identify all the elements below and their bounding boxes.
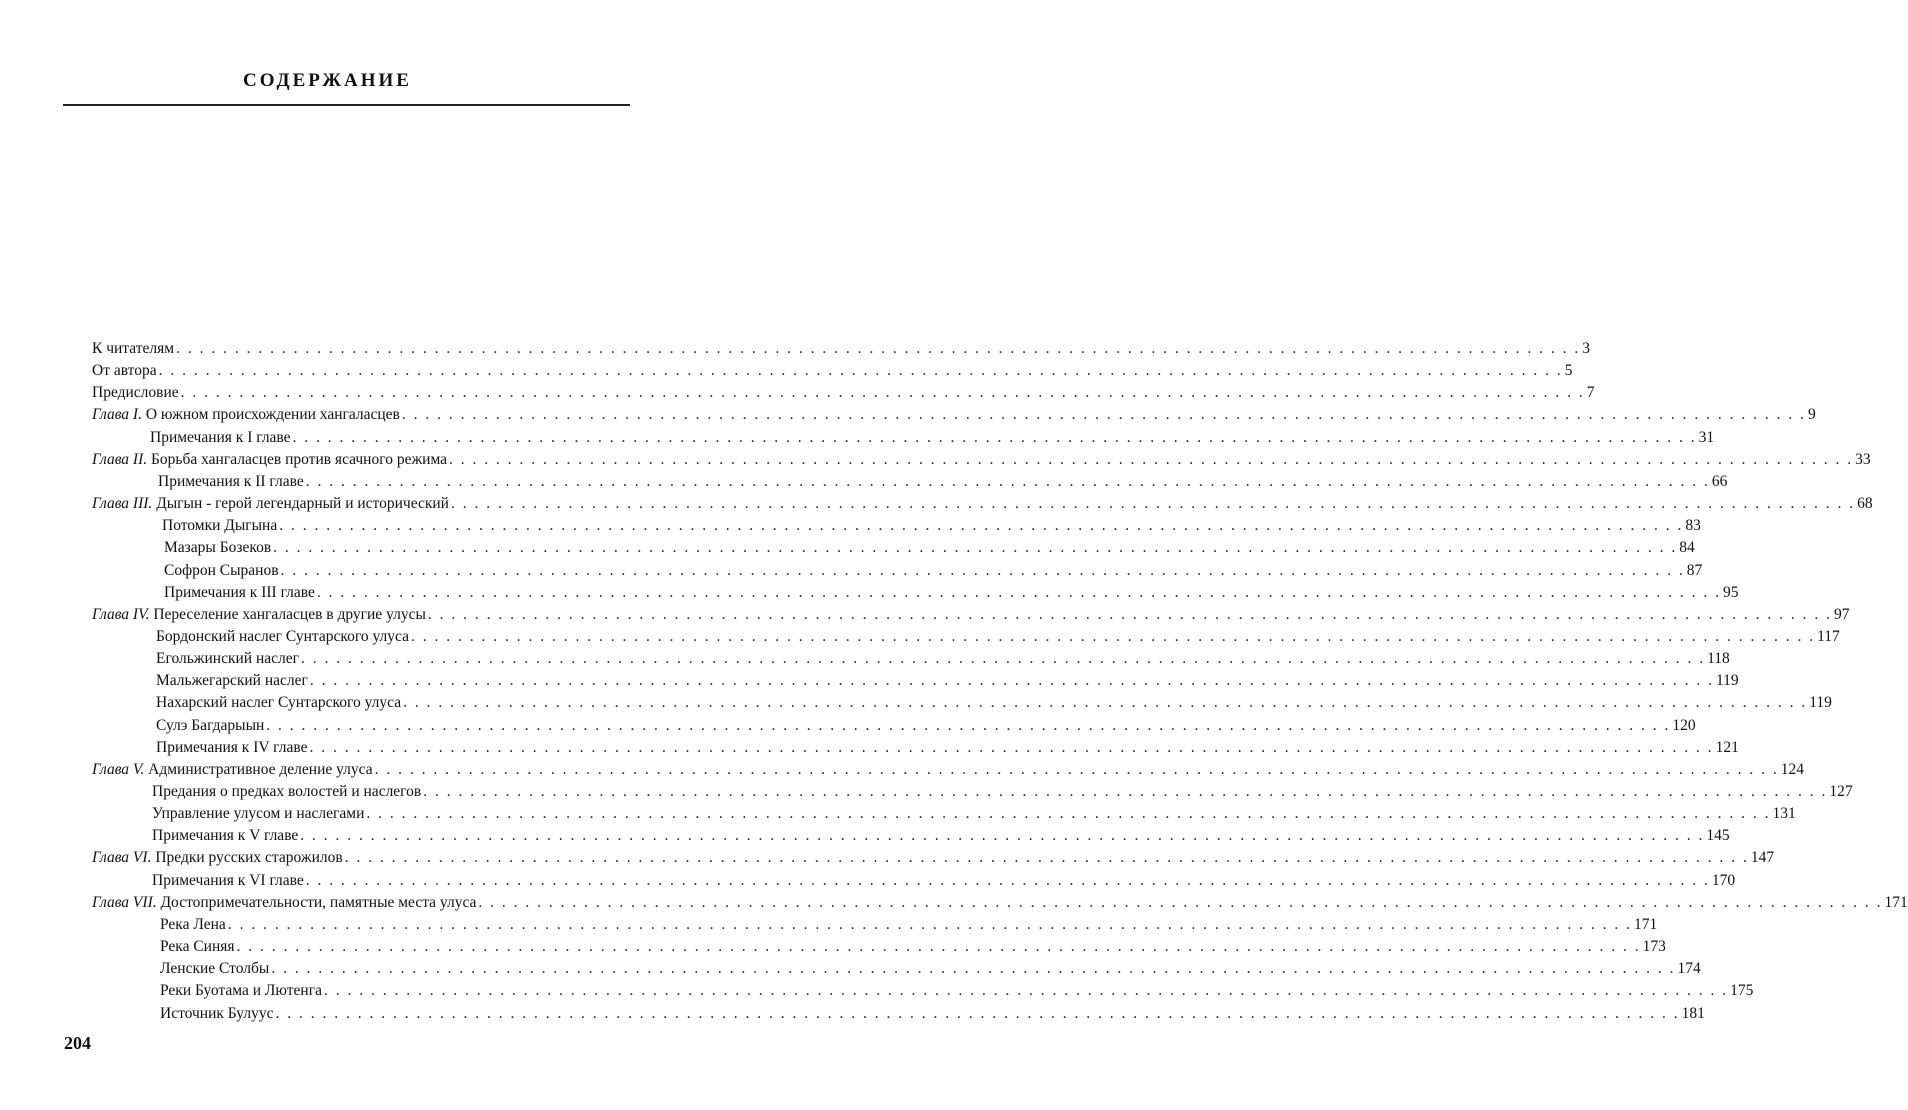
toc-entry-label — [164, 582, 315, 604]
dot-leader: . . . . . . . . . . . . . . . . . . . . . . . . . . . . . . . . . . . . . . . . . . . . . . . . . . . . . . . . . . . . . . . . . . . . . . . . . . . . . . . . . . . . . . . . . . . . . . . . . . . . . . . . . . . . . . . . . . . . . . . . — [427, 605, 1833, 623]
dot-leader: . . . . . . . . . . . . . . . . . . . . . . . . . . . . . . . . . . . . . . . . . . . . . . . . . . . . . . . . . . . . . . . . . . . . . . . . . . . . . . . . . . . . . . . . . . . . . . . . . . . . . . . . . . . . . . . . . . . . . . . . — [180, 384, 1585, 402]
toc-entry-label — [160, 1003, 273, 1025]
toc-entry-text: Потомки Дыгына — [162, 517, 278, 535]
dot-leader: . . . . . . . . . . . . . . . . . . . . . . . . . . . . . . . . . . . . . . . . . . . . . . . . . . . . . . . . . . . . . . . . . . . . . . . . . . . . . . . . . . . . . . . . . . . . . . . . . . . . . . . . . . . . . . . . . . . . . . . . — [403, 694, 1808, 712]
toc-entry-label — [92, 493, 449, 515]
dot-leader: . . . . . . . . . . . . . . . . . . . . . . . . . . . . . . . . . . . . . . . . . . . . . . . . . . . . . . . . . . . . . . . . . . . . . . . . . . . . . . . . . . . . . . . . . . . . . . . . . . . . . . . . . . . . . . . . . . . . . . . . — [176, 340, 1581, 357]
toc-entry-text: Административное деление улуса — [144, 760, 373, 778]
toc-entry — [150, 427, 1715, 449]
toc-entry — [156, 692, 1832, 714]
toc-page-number: 9 — [1808, 406, 1816, 424]
toc-page-number: 33 — [1855, 450, 1871, 468]
toc-page-number: 119 — [1809, 694, 1832, 712]
toc-entry-text: Переселение хангаласцев в другие улусы — [149, 605, 426, 623]
toc-entry-label — [162, 515, 277, 537]
toc-entry-text: Мальжегарский наслег — [156, 672, 308, 690]
toc-page-number: 7 — [1586, 384, 1595, 402]
toc-entry — [152, 781, 1853, 803]
toc-entry-label — [156, 648, 299, 670]
toc-entry-label — [160, 936, 235, 958]
dot-leader: . . . . . . . . . . . . . . . . . . . . . . . . . . . . . . . . . . . . . . . . . . . . . . . . . . . . . . . . . . . . . . . . . . . . . . . . . . . . . . . . . . . . . . . . . . . . . . . . . . . . . . . . . . . . . . . . . . . . . . . . — [344, 849, 1749, 867]
toc-page-number: 31 — [1698, 428, 1715, 446]
dot-leader: . . . . . . . . . . . . . . . . . . . . . . . . . . . . . . . . . . . . . . . . . . . . . . . . . . . . . . . . . . . . . . . . . . . . . . . . . . . . . . . . . . . . . . . . . . . . . . . . . . . . . . . . . . . . . . . . . . . . . . . . — [227, 915, 1632, 933]
toc-entry-text: Дыгын - герой легендарный и исторический — [152, 495, 449, 513]
toc-entry — [164, 582, 1739, 604]
dot-leader: . . . . . . . . . . . . . . . . . . . . . . . . . . . . . . . . . . . . . . . . . . . . . . . . . . . . . . . . . . . . . . . . . . . . . . . . . . . . . . . . . . . . . . . . . . . . . . . . . . . . . . . . . . . . . . . . . . . . . . . . — [316, 583, 1721, 601]
toc-entry-label — [150, 427, 291, 449]
toc-page-number: 68 — [1857, 495, 1873, 513]
toc-entry-label — [92, 382, 179, 404]
toc-entry-text: От автора — [92, 362, 157, 380]
toc-page-number: 181 — [1681, 1004, 1705, 1022]
toc-page-number: 87 — [1686, 561, 1703, 579]
toc-entry-text: К читателям — [92, 340, 175, 357]
toc-entry-label — [92, 360, 157, 382]
toc-entry-label — [164, 560, 279, 582]
toc-page-number: 66 — [1711, 472, 1728, 490]
toc-page-number: 118 — [1707, 650, 1730, 668]
toc-entry-text: Сулэ Багдарыын — [156, 716, 265, 734]
toc-entry — [92, 493, 1873, 515]
toc-entry-label — [152, 803, 364, 825]
toc-entry-label — [156, 692, 401, 714]
toc-entry-label — [152, 870, 304, 892]
toc-entry — [162, 515, 1701, 537]
toc-page-number: 173 — [1642, 938, 1666, 956]
toc-entry — [152, 803, 1796, 825]
toc-page-number: 95 — [1723, 583, 1739, 601]
toc-entry — [156, 670, 1739, 692]
dot-leader: . . . . . . . . . . . . . . . . . . . . . . . . . . . . . . . . . . . . . . . . . . . . . . . . . . . . . . . . . . . . . . . . . . . . . . . . . . . . . . . . . . . . . . . . . . . . . . . . . . . . . . . . . . . . . . . . . . . . . . . . — [236, 938, 1641, 956]
toc-page-number: 5 — [1564, 362, 1573, 380]
toc-entry-label — [160, 958, 269, 980]
chapter-prefix: Глава I. — [92, 406, 142, 424]
chapter-prefix: Глава VII. — [92, 893, 157, 911]
toc-page-number: 124 — [1780, 760, 1804, 778]
dot-leader: . . . . . . . . . . . . . . . . . . . . . . . . . . . . . . . . . . . . . . . . . . . . . . . . . . . . . . . . . . . . . . . . . . . . . . . . . . . . . . . . . . . . . . . . . . . . . . . . . . . . . . . . . . . . . . . . . . . . . . . . — [305, 871, 1710, 889]
toc-entry-label — [156, 670, 308, 692]
toc-entry — [156, 715, 1696, 737]
toc-entry — [160, 936, 1666, 958]
toc-entry — [152, 870, 1736, 892]
toc-entry-text: О южном происхождении хангаласцев — [141, 406, 400, 424]
toc-entry-label — [164, 537, 271, 559]
toc-page-number: 171 — [1884, 893, 1908, 911]
toc-entry-text: Примечания к I главе — [150, 428, 291, 446]
toc-entry — [92, 382, 1595, 404]
toc-entry — [152, 825, 1730, 847]
toc-page-number: 131 — [1772, 805, 1796, 823]
toc-entry-label — [92, 604, 426, 626]
dot-leader: . . . . . . . . . . . . . . . . . . . . . . . . . . . . . . . . . . . . . . . . . . . . . . . . . . . . . . . . . . . . . . . . . . . . . . . . . . . . . . . . . . . . . . . . . . . . . . . . . . . . . . . . . . . . . . . . . . . . . . . . — [273, 539, 1678, 557]
dot-leader: . . . . . . . . . . . . . . . . . . . . . . . . . . . . . . . . . . . . . . . . . . . . . . . . . . . . . . . . . . . . . . . . . . . . . . . . . . . . . . . . . . . . . . . . . . . . . . . . . . . . . . . . . . . . . . . . . . . . . . . . — [410, 627, 1816, 645]
dot-leader: . . . . . . . . . . . . . . . . . . . . . . . . . . . . . . . . . . . . . . . . . . . . . . . . . . . . . . . . . . . . . . . . . . . . . . . . . . . . . . . . . . . . . . . . . . . . . . . . . . . . . . . . . . . . . . . . . . . . . . . . — [323, 982, 1729, 1000]
toc-entry-text: Река Синяя — [160, 938, 235, 956]
toc-entry-label — [158, 471, 304, 493]
toc-entry-text: Бордонский наслег Сунтарского улуса — [156, 627, 409, 645]
toc-entry-label — [92, 338, 174, 360]
toc-entry-label — [92, 892, 476, 914]
dot-leader: . . . . . . . . . . . . . . . . . . . . . . . . . . . . . . . . . . . . . . . . . . . . . . . . . . . . . . . . . . . . . . . . . . . . . . . . . . . . . . . . . . . . . . . . . . . . . . . . . . . . . . . . . . . . . . . . . . . . . . . . — [275, 1004, 1680, 1022]
toc-entry-text: Реки Буотама и Лютенга — [160, 982, 322, 1000]
toc-entry-text: Примечания к IV главе — [156, 738, 308, 756]
toc-entry — [164, 560, 1703, 582]
toc-page-number: 84 — [1679, 539, 1695, 557]
toc-entry-text: Егольжинский наслег — [156, 650, 299, 668]
toc-entry-label — [160, 980, 322, 1002]
dot-leader: . . . . . . . . . . . . . . . . . . . . . . . . . . . . . . . . . . . . . . . . . . . . . . . . . . . . . . . . . . . . . . . . . . . . . . . . . . . . . . . . . . . . . . . . . . . . . . . . . . . . . . . . . . . . . . . . . . . . . . . . — [305, 472, 1710, 490]
toc-entry-label — [156, 626, 409, 648]
toc-page-number: 83 — [1685, 517, 1701, 535]
toc-page-number: 175 — [1730, 982, 1754, 1000]
dot-leader: . . . . . . . . . . . . . . . . . . . . . . . . . . . . . . . . . . . . . . . . . . . . . . . . . . . . . . . . . . . . . . . . . . . . . . . . . . . . . . . . . . . . . . . . . . . . . . . . . . . . . . . . . . . . . . . . . . . . . . . . — [309, 672, 1714, 690]
toc-entry — [92, 449, 1871, 471]
toc-entry-text: Примечания к II главе — [158, 472, 304, 490]
toc-page-number: 174 — [1677, 960, 1701, 978]
toc-entry — [92, 338, 1590, 360]
dot-leader: . . . . . . . . . . . . . . . . . . . . . . . . . . . . . . . . . . . . . . . . . . . . . . . . . . . . . . . . . . . . . . . . . . . . . . . . . . . . . . . . . . . . . . . . . . . . . . . . . . . . . . . . . . . . . . . . . . . . . . . . — [266, 716, 1671, 734]
toc-entry-label — [152, 825, 298, 847]
toc-entry-text: Примечания к VI главе — [152, 871, 304, 889]
toc-page-number: 97 — [1834, 605, 1850, 623]
dot-leader: . . . . . . . . . . . . . . . . . . . . . . . . . . . . . . . . . . . . . . . . . . . . . . . . . . . . . . . . . . . . . . . . . . . . . . . . . . . . . . . . . . . . . . . . . . . . . . . . . . . . . . . . . . . . . . . . . . . . . . . . — [301, 650, 1706, 668]
dot-leader: . . . . . . . . . . . . . . . . . . . . . . . . . . . . . . . . . . . . . . . . . . . . . . . . . . . . . . . . . . . . . . . . . . . . . . . . . . . . . . . . . . . . . . . . . . . . . . . . . . . . . . . . . . . . . . . . . . . . . . . . — [478, 893, 1883, 911]
dot-leader: . . . . . . . . . . . . . . . . . . . . . . . . . . . . . . . . . . . . . . . . . . . . . . . . . . . . . . . . . . . . . . . . . . . . . . . . . . . . . . . . . . . . . . . . . . . . . . . . . . . . . . . . . . . . . . . . . . . . . . . . — [423, 783, 1828, 800]
toc-entry-label — [92, 449, 447, 471]
toc-entry-label — [92, 759, 373, 781]
toc-entry-text: Предисловие — [92, 384, 179, 402]
toc-entry — [158, 471, 1728, 493]
toc-entry-text: Софрон Сыранов — [164, 561, 279, 579]
toc-page-number: 120 — [1672, 716, 1696, 734]
chapter-prefix: Глава III. — [92, 495, 153, 513]
toc-entry-label — [92, 847, 343, 869]
chapter-prefix: Глава VI. — [92, 849, 152, 867]
chapter-prefix: Глава V. — [92, 760, 145, 778]
toc-entry-text: Мазары Бозеков — [164, 539, 272, 557]
title-rule — [63, 104, 630, 106]
toc-entry-text: Управление улусом и наслегами — [152, 805, 365, 823]
toc-page-number: 145 — [1706, 827, 1730, 845]
toc-page-number: 147 — [1750, 849, 1775, 867]
toc-entry — [156, 648, 1730, 670]
dot-leader: . . . . . . . . . . . . . . . . . . . . . . . . . . . . . . . . . . . . . . . . . . . . . . . . . . . . . . . . . . . . . . . . . . . . . . . . . . . . . . . . . . . . . . . . . . . . . . . . . . . . . . . . . . . . . . . . . . . . . . . . — [300, 827, 1705, 845]
toc-entry — [160, 914, 1658, 936]
toc-entry — [164, 537, 1695, 559]
toc-entry-text: Примечания к V главе — [152, 827, 299, 845]
page-title: СОДЕРЖАНИЕ — [243, 70, 412, 91]
toc-page-number: 121 — [1715, 738, 1739, 756]
toc-entry-text: Достопримечательности, памятные места улуса — [156, 893, 477, 911]
dot-leader: . . . . . . . . . . . . . . . . . . . . . . . . . . . . . . . . . . . . . . . . . . . . . . . . . . . . . . . . . . . . . . . . . . . . . . . . . . . . . . . . . . . . . . . . . . . . . . . . . . . . . . . . . . . . . . . . . . . . . . . . — [158, 362, 1563, 380]
dot-leader: . . . . . . . . . . . . . . . . . . . . . . . . . . . . . . . . . . . . . . . . . . . . . . . . . . . . . . . . . . . . . . . . . . . . . . . . . . . . . . . . . . . . . . . . . . . . . . . . . . . . . . . . . . . . . . . . . . . . . . . . — [309, 738, 1714, 756]
toc-entry-label — [156, 737, 307, 759]
toc-entry — [160, 980, 1754, 1002]
toc-page-number: 170 — [1711, 871, 1736, 889]
toc-entry — [156, 626, 1840, 648]
dot-leader: . . . . . . . . . . . . . . . . . . . . . . . . . . . . . . . . . . . . . . . . . . . . . . . . . . . . . . . . . . . . . . . . . . . . . . . . . . . . . . . . . . . . . . . . . . . . . . . . . . . . . . . . . . . . . . . . . . . . . . . . — [292, 428, 1697, 446]
toc-page-number: 119 — [1716, 672, 1739, 690]
toc-entry — [92, 360, 1573, 382]
toc-entry — [160, 958, 1701, 980]
dot-leader: . . . . . . . . . . . . . . . . . . . . . . . . . . . . . . . . . . . . . . . . . . . . . . . . . . . . . . . . . . . . . . . . . . . . . . . . . . . . . . . . . . . . . . . . . . . . . . . . . . . . . . . . . . . . . . . . . . . . . . . . — [271, 960, 1676, 978]
dot-leader: . . . . . . . . . . . . . . . . . . . . . . . . . . . . . . . . . . . . . . . . . . . . . . . . . . . . . . . . . . . . . . . . . . . . . . . . . . . . . . . . . . . . . . . . . . . . . . . . . . . . . . . . . . . . . . . . . . . . . . . . — [450, 495, 1856, 513]
toc-entry-text: Предания о предках волостей и наслегов — [152, 783, 422, 800]
dot-leader: . . . . . . . . . . . . . . . . . . . . . . . . . . . . . . . . . . . . . . . . . . . . . . . . . . . . . . . . . . . . . . . . . . . . . . . . . . . . . . . . . . . . . . . . . . . . . . . . . . . . . . . . . . . . . . . . . . . . . . . . — [279, 517, 1684, 535]
toc-entry — [92, 892, 1908, 914]
toc-entry-label — [160, 914, 226, 936]
toc-entry — [92, 404, 1816, 426]
toc-entry-text: Примечания к III главе — [164, 583, 315, 601]
toc-entry-text: Источник Булуус — [160, 1004, 274, 1022]
toc-page-number: 117 — [1817, 627, 1840, 645]
chapter-prefix: Глава IV. — [92, 605, 150, 623]
toc-entry-text: Река Лена — [160, 915, 226, 933]
toc-entry-text: Предки русских старожилов — [151, 849, 343, 867]
toc-entry — [92, 604, 1850, 626]
page-number: 204 — [64, 1033, 91, 1053]
chapter-prefix: Глава II. — [92, 450, 148, 468]
toc-entry-text: Ленские Столбы — [160, 960, 270, 978]
toc-entry — [92, 759, 1804, 781]
toc-page-number: 127 — [1829, 783, 1853, 800]
dot-leader: . . . . . . . . . . . . . . . . . . . . . . . . . . . . . . . . . . . . . . . . . . . . . . . . . . . . . . . . . . . . . . . . . . . . . . . . . . . . . . . . . . . . . . . . . . . . . . . . . . . . . . . . . . . . . . . . . . . . . . . . — [280, 561, 1685, 579]
toc-entry-text: Борьба хангаласцев против ясачного режима — [147, 450, 448, 468]
dot-leader: . . . . . . . . . . . . . . . . . . . . . . . . . . . . . . . . . . . . . . . . . . . . . . . . . . . . . . . . . . . . . . . . . . . . . . . . . . . . . . . . . . . . . . . . . . . . . . . . . . . . . . . . . . . . . . . . . . . . . . . . — [374, 760, 1779, 778]
toc-entry-text: Нахарский наслег Сунтарского улуса — [156, 694, 402, 712]
toc-entry-label — [92, 404, 400, 426]
dot-leader: . . . . . . . . . . . . . . . . . . . . . . . . . . . . . . . . . . . . . . . . . . . . . . . . . . . . . . . . . . . . . . . . . . . . . . . . . . . . . . . . . . . . . . . . . . . . . . . . . . . . . . . . . . . . . . . . . . . . . . . . — [366, 805, 1771, 823]
toc-page-number: 171 — [1633, 915, 1658, 933]
toc-entry-label — [152, 781, 421, 803]
toc-entry — [92, 847, 1775, 869]
dot-leader: . . . . . . . . . . . . . . . . . . . . . . . . . . . . . . . . . . . . . . . . . . . . . . . . . . . . . . . . . . . . . . . . . . . . . . . . . . . . . . . . . . . . . . . . . . . . . . . . . . . . . . . . . . . . . . . . . . . . . . . . — [449, 450, 1854, 468]
toc-entry — [160, 1003, 1705, 1025]
toc-page-number: 3 — [1582, 340, 1590, 357]
toc-entry — [156, 737, 1739, 759]
toc-entry-label — [156, 715, 264, 737]
dot-leader: . . . . . . . . . . . . . . . . . . . . . . . . . . . . . . . . . . . . . . . . . . . . . . . . . . . . . . . . . . . . . . . . . . . . . . . . . . . . . . . . . . . . . . . . . . . . . . . . . . . . . . . . . . . . . . . . . . . . . . . . — [401, 406, 1806, 424]
